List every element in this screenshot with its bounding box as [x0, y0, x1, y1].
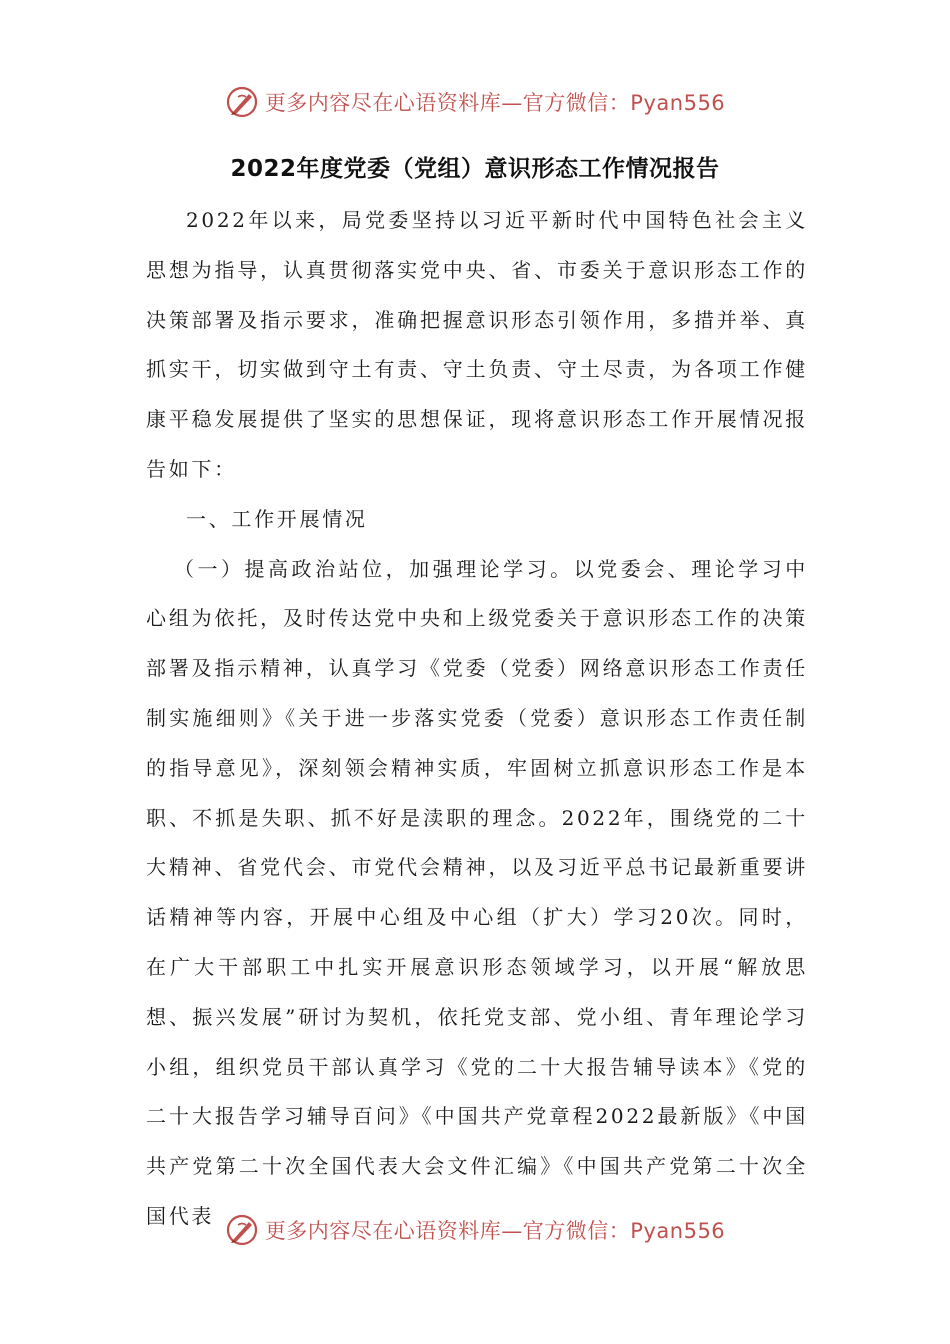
header-watermark — [0, 82, 950, 122]
section-heading: 一、工作开展情况 — [186, 506, 368, 531]
page-title: 2022年度党委（党组）意识形态工作情况报告 — [230, 156, 720, 182]
watermark-text: 更多内容尽在心语资料库—官方微信：Pyan556 — [264, 91, 726, 115]
subsection-paragraph: （一）提高政治站位，加强理论学习。以党委会、理论学习中心组为依托，及时传达党中央和上级党委关于意识形态工作的决策部署及指示精神，认真学习《党委（党委）网络意识形态工作责任制实施细则》《关于进一步落实党委（党委）意识形态工作责任制的指导意见》，深刻领会精神实质，牢固树立抓意识形态工作是本职、不抓是失职、抓不好是渎职的理念。2022年，围绕党的二十大精神、省党代会、市党代会精神，以及习近平总书记最新重要讲话精神等内容，开展中心组及中心组（扩大）学习20次。同时，在广大干部职工中扎实开展意识形态领域学习，以开展“解放思想、振兴发展”研讨为契机，依托党支部、党小组、青年理论学习小组，组织党员干部认真学习《党的二十大报告辅导读本》《党的二十大报告学习辅导百问》《中国共产党章程2022最新版》《中国共产党第二十次全国代表大会文件汇编》《中国共产党第二十次全国代表 — [146, 556, 808, 1228]
watermark-text: 更多内容尽在心语资料库—官方微信：Pyan556 — [264, 1219, 726, 1243]
footer-watermark — [0, 1210, 950, 1250]
pen-circle-logo-icon — [225, 85, 259, 119]
document-body — [146, 196, 808, 1242]
intro-paragraph: 2022年以来，局党委坚持以习近平新时代中国特色社会主义思想为指导，认真贯彻落实党中央、省、市委关于意识形态工作的决策部署及指示要求，准确把握意识形态引领作用，多措并举、真抓实干，切实做到守土有责、守土负责、守土尽责，为各项工作健康平稳发展提供了坚实的思想保证，现将意识形态工作开展情况报告如下： — [146, 208, 808, 481]
pen-circle-logo-icon — [225, 1213, 259, 1247]
